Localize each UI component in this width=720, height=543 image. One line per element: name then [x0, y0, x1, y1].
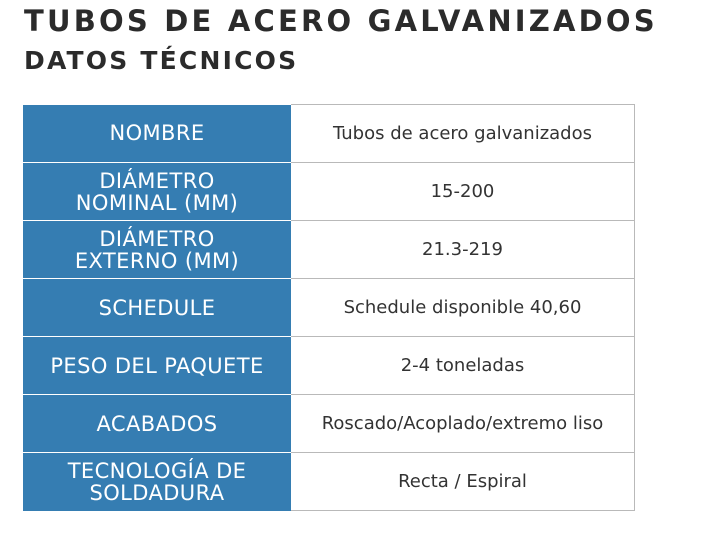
spec-label-cell	[23, 221, 291, 279]
table-row	[23, 279, 635, 337]
table-row	[23, 163, 635, 221]
spec-label-line: NOMINAL (MM)	[75, 190, 239, 215]
spec-value: Recta / Espiral	[291, 453, 635, 511]
table-row	[23, 105, 635, 163]
spec-value: Roscado/Acoplado/extremo liso	[291, 395, 635, 453]
table-row	[23, 337, 635, 395]
spec-label: ACABADOS	[96, 411, 218, 436]
spec-value: 2-4 toneladas	[291, 337, 635, 395]
spec-label-cell	[23, 279, 291, 337]
spec-label-line: SOLDADURA	[89, 480, 225, 505]
table-row	[23, 453, 635, 511]
spec-label: PESO DEL PAQUETE	[50, 353, 264, 378]
page-title: TUBOS DE ACERO GALVANIZADOS	[24, 4, 658, 38]
spec-label-cell	[23, 395, 291, 453]
table-row	[23, 395, 635, 453]
spec-label-cell	[23, 163, 291, 221]
spec-label: SCHEDULE	[98, 295, 216, 320]
spec-label-line: DIÁMETRO	[99, 168, 215, 193]
table-row	[23, 221, 635, 279]
page-subtitle: DATOS TÉCNICOS	[24, 46, 299, 75]
spec-table	[23, 104, 635, 511]
spec-value: Schedule disponible 40,60	[291, 279, 635, 337]
spec-label-line: DIÁMETRO	[99, 226, 215, 251]
spec-label: NOMBRE	[109, 121, 205, 146]
spec-label-cell	[23, 337, 291, 395]
spec-label-line: EXTERNO (MM)	[74, 248, 240, 273]
spec-value: Tubos de acero galvanizados	[291, 105, 635, 163]
spec-label-line: TECNOLOGÍA DE	[67, 458, 247, 483]
spec-label-cell	[23, 453, 291, 511]
spec-label-cell	[23, 105, 291, 163]
spec-value: 15-200	[291, 163, 635, 221]
spec-value: 21.3-219	[291, 221, 635, 279]
